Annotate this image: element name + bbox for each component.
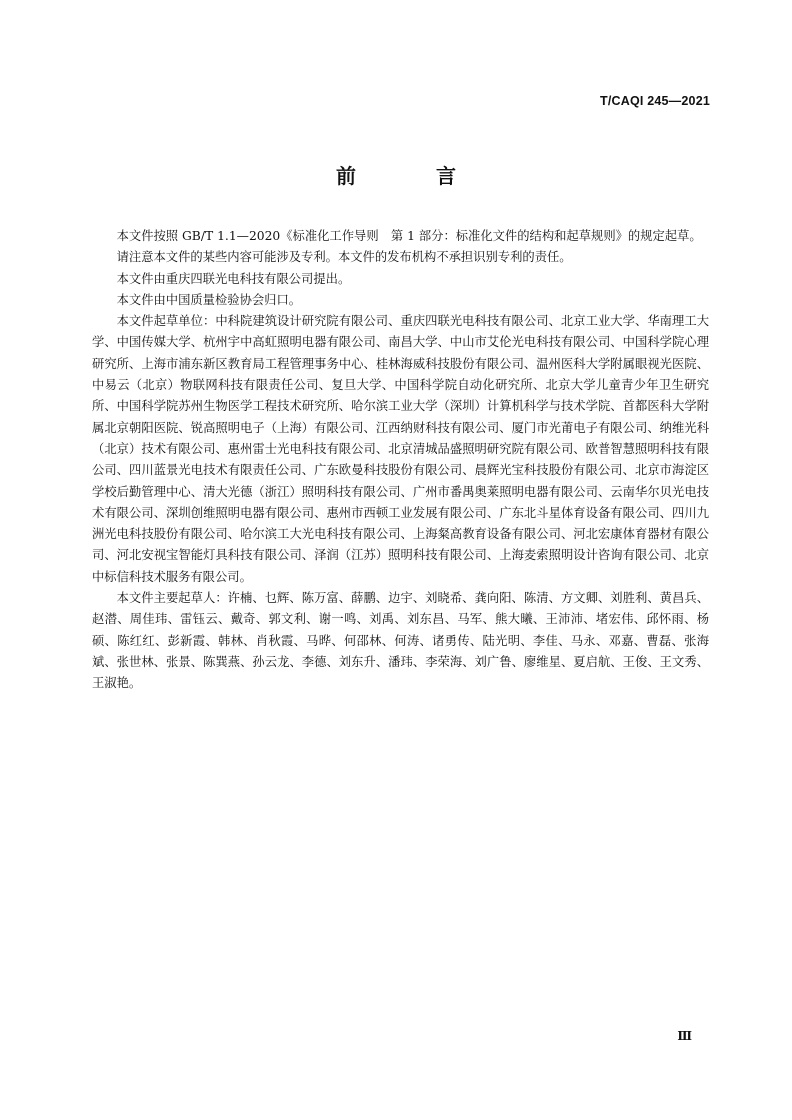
paragraph-drafters: 本文件主要起草人：许楠、乜辉、陈万富、薛鹏、边宇、刘晓希、龚向阳、陈清、方文卿、刘胜利、黄昌兵、赵潜、周佳玮、雷钰云、戴奇、郭文利、谢一鸣、刘禹、刘东昌、马军、熊大曦、王沛沛、堵宏伟、邱怀雨、杨硕、陈红红、彭新霞、韩林、肖秋霞、马晔、何邵林、何涛、诸勇传、陆光明、李佳、马永、邓嘉、曹磊、张海斌、张世林、张景、陈巽燕、孙云龙、李德、刘东升、潘玮、李荣海、刘广鲁、廖维星、夏启航、王俊、王文秀、王淑艳。 (92, 591, 709, 691)
foreword-body (92, 226, 709, 695)
paragraph-drafting-rules: 本文件按照 GB/T 1.1—2020《标准化工作导则 第 1 部分：标准化文件的结构和起草规则》的规定起草。 (116, 229, 702, 243)
document-code: T/CAQI 245—2021 (600, 94, 710, 108)
page-title: 前 言 (336, 164, 486, 188)
paragraph-proposer: 本文件由重庆四联光电科技有限公司提出。 (116, 271, 351, 286)
paragraph-centralized-by: 本文件由中国质量检验协会归口。 (116, 292, 302, 307)
page-number: Ⅲ (677, 1029, 692, 1043)
paragraph-drafting-units: 本文件起草单位：中科院建筑设计研究院有限公司、重庆四联光电科技有限公司、北京工业大学、华南理工大学、中国传媒大学、杭州宇中高虹照明电器有限公司、南昌大学、中山市艾伦光电科技有限公司、中国科学院心理研究所、上海市浦东新区教育局工程管理事务中心、桂林海威科技股份有限公司、温州医科大学附属眼视光医院、中易云（北京）物联网科技有限责任公司、复旦大学、中国科学院自动化研究所、北京大学儿童青少年卫生研究所、中国科学院苏州生物医学工程技术研究所、哈尔滨工业大学（深圳）计算机科学与技术学院、首都医科大学附属北京朝阳医院、锐高照明电子（上海）有限公司、江西纳财科技有限公司、厦门市光莆电子有限公司、纳维光科（北京）技术有限公司、惠州雷士光电科技有限公司、北京清城品盛照明研究院有限公司、欧普智慧照明科技有限公司、四川蓝景光电技术有限责任公司、广东欧曼科技股份有限公司、晨辉光宝科技股份有限公司、北京市海淀区学校后勤管理中心、清大光德（浙江）照明科技有限公司、广州市番禺奥莱照明电器有限公司、云南华尔贝光电技术有限公司、深圳创维照明电器有限公司、惠州市西顿工业发展有限公司、广东北斗星体育设备有限公司、四川九洲光电科技股份有限公司、哈尔滨工大光电科技有限公司、上海粲高教育设备有限公司、河北宏康体育器材有限公司、河北安视宝智能灯具科技有限公司、泽润（江苏）照明科技有限公司、上海麦索照明设计咨询有限公司、北京中标信科技术服务有限公司。 (92, 314, 709, 584)
paragraph-patent-notice: 请注意本文件的某些内容可能涉及专利。本文件的发布机构不承担识别专利的责任。 (116, 250, 572, 265)
